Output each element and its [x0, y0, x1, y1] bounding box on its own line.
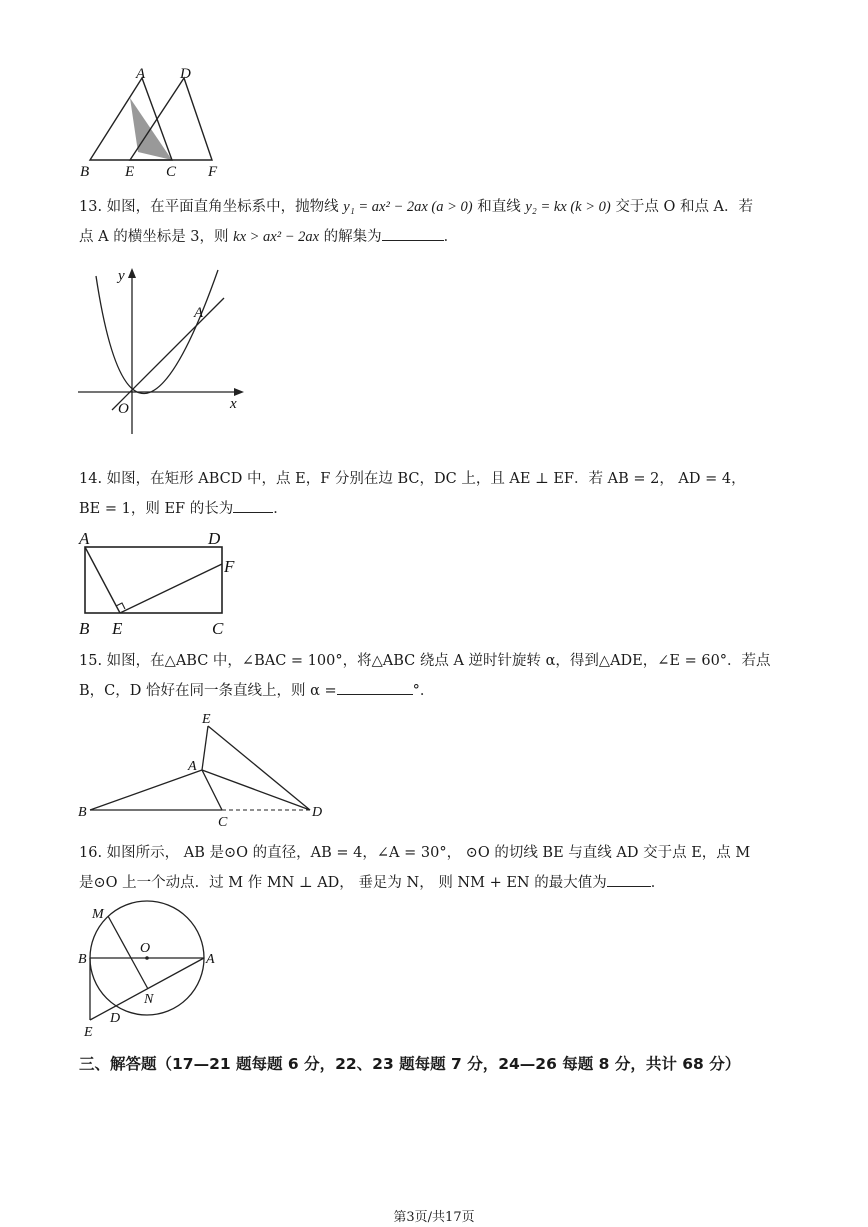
q14-line2: BE = 1，则 EF 的长为 ． — [79, 494, 799, 524]
axis-label-x: x — [230, 396, 237, 412]
question-13 — [79, 192, 799, 252]
answer-blank-15[interactable] — [337, 680, 413, 695]
point-label-A: A — [194, 305, 204, 321]
figure-q13-graph — [78, 264, 258, 439]
question-16 — [79, 838, 799, 898]
label-B: B — [78, 952, 87, 967]
figure-q15-triangles — [76, 708, 336, 830]
q14-line1: 14. 如图，在矩形 ABCD 中，点 E，F 分别在边 BC，DC 上，且 AE ⊥ EF．若 AB = 2， AD = 4， — [79, 471, 746, 487]
section-heading: 三、解答题（17—21 题每题 6 分，22、23 题每题 7 分，24—26 每题 8 分，共计 68 分） — [79, 1055, 741, 1073]
axis-label-y: y — [118, 268, 125, 284]
label-F: F — [208, 164, 218, 180]
label-A: A — [136, 66, 146, 82]
figure-q14-rectangle — [78, 528, 258, 640]
label-D: D — [208, 529, 221, 548]
label-M: M — [92, 907, 104, 922]
label-E: E — [112, 619, 123, 638]
label-C: C — [212, 619, 224, 638]
label-D: D — [110, 1011, 121, 1026]
q13-line: y₂ = kx (k > 0) — [525, 199, 611, 215]
label-B: B — [78, 805, 87, 820]
label-E: E — [84, 1025, 93, 1040]
label-F: F — [224, 557, 235, 576]
q13-line1: 13. 如图，在平面直角坐标系中，抛物线 y₁ = ax² − 2ax (a > 0) 和直线 y₂ = kx (k > 0) 交于点 O 和点 A．若 — [79, 199, 754, 215]
answer-blank-14[interactable] — [233, 498, 273, 513]
label-O: O — [140, 941, 151, 956]
q15-line2: B，C，D 恰好在同一条直线上，则 α = °． — [79, 676, 799, 706]
answer-blank-16[interactable] — [607, 872, 651, 887]
label-B: B — [79, 619, 90, 638]
origin-label-O: O — [118, 401, 129, 417]
label-D: D — [180, 66, 191, 82]
label-E: E — [125, 164, 135, 180]
label-A: A — [79, 529, 90, 548]
label-B: B — [80, 164, 90, 180]
label-D: D — [312, 805, 323, 820]
question-15 — [79, 646, 799, 706]
q16-line2: 是⊙O 上一个动点．过 M 作 MN ⊥ AD， 垂足为 N， 则 NM + EN 的最大值为 ． — [79, 868, 799, 898]
label-E: E — [202, 712, 211, 727]
q15-line1: 15. 如图，在△ABC 中，∠BAC = 100°，将△ABC 绕点 A 逆时针旋转 α，得到△ADE，∠E = 60°．若点 — [79, 653, 771, 669]
q13-line2: 点 A 的横坐标是 3，则 kx > ax² − 2ax 的解集为 ． — [79, 222, 799, 252]
q16-line1: 16. 如图所示， AB 是⊙O 的直径，AB = 4，∠A = 30°， ⊙O 的切线 BE 与直线 AD 交于点 E，点 M — [79, 845, 751, 861]
q13-inequality: kx > ax² − 2ax — [233, 229, 320, 245]
figure-q12-triangles — [78, 62, 238, 182]
label-N: N — [144, 992, 154, 1007]
page-footer: 第3页/共17页 — [393, 1210, 475, 1225]
answer-blank-13[interactable] — [382, 226, 444, 241]
figure-q16-circle — [78, 900, 228, 1042]
label-C: C — [166, 164, 177, 180]
q13-parabola: y₁ = ax² − 2ax (a > 0) — [343, 199, 473, 215]
label-A: A — [188, 759, 197, 774]
label-A: A — [206, 952, 215, 967]
question-14 — [79, 464, 799, 524]
label-C: C — [218, 815, 228, 830]
